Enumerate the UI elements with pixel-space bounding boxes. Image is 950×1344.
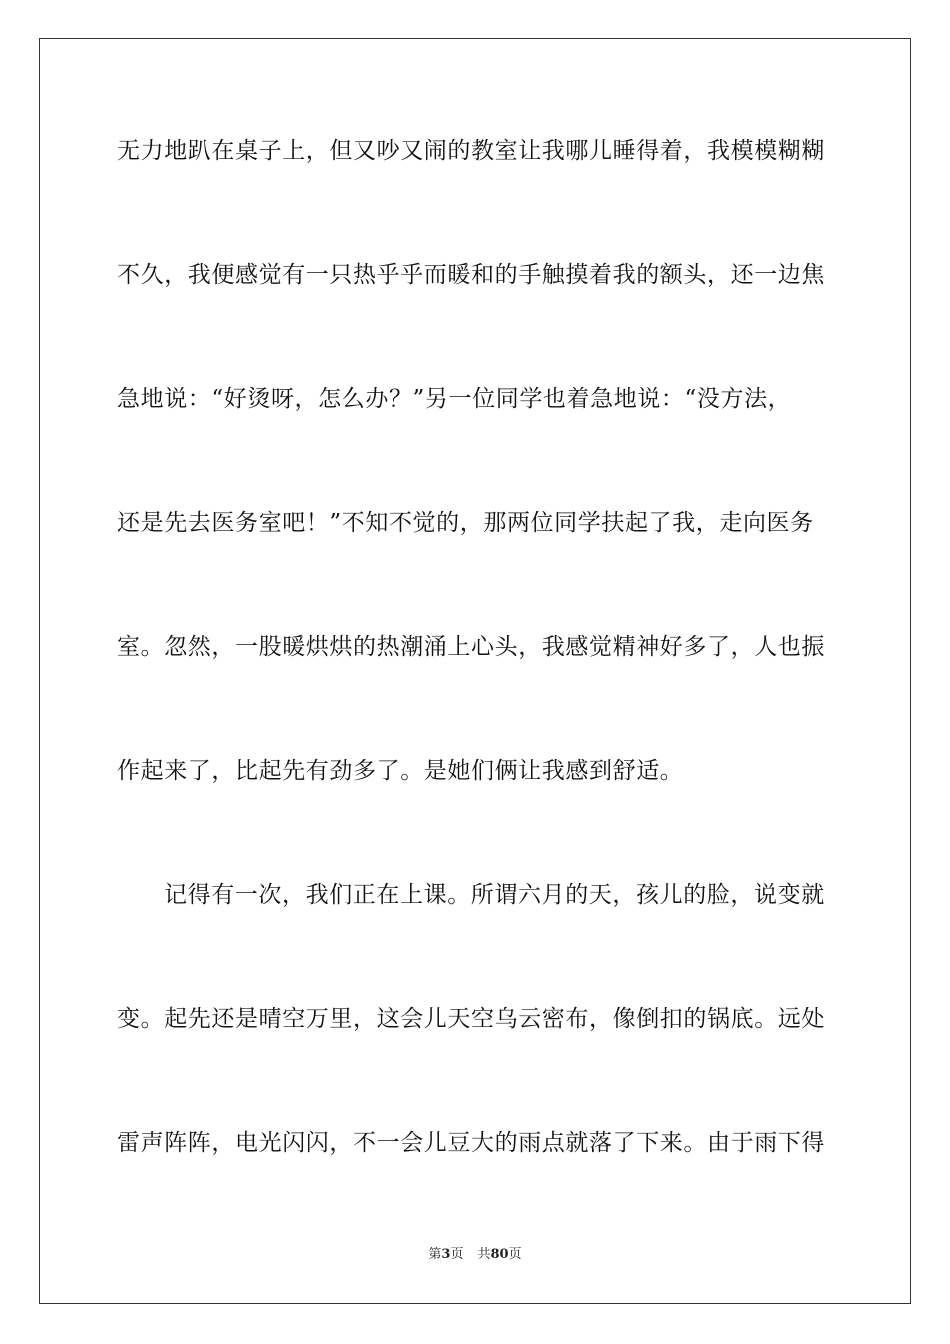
page-footer <box>0 1246 950 1264</box>
current-page-number: 3 <box>441 1247 451 1262</box>
body-text-line-6: 作起来了，比起先有劲多了。是她们俩让我感到舒适。 <box>117 758 684 784</box>
total-page-count: 80 <box>490 1247 509 1262</box>
total-prefix: 共 <box>477 1247 491 1262</box>
body-text-line-3: 急地说：“好烫呀，怎么办？”另一位同学也着急地说：“没方法， <box>117 386 792 412</box>
body-text-line-4: 还是先去医务室吧！”不知不觉的，那两位同学扶起了我，走向医务 <box>117 510 814 536</box>
body-text-line-2: 不久，我便感觉有一只热乎乎而暖和的手触摸着我的额头，还一边焦 <box>117 262 825 288</box>
body-text-line-8: 变。起先还是晴空万里，这会儿天空乌云密布，像倒扣的锅底。远处 <box>117 1006 825 1032</box>
paragraph-start-line-7: 记得有一次，我们正在上课。所谓六月的天，孩儿的脸，说变就 <box>164 882 825 908</box>
body-text-line-5: 室。忽然，一股暖烘烘的热潮涌上心头，我感觉精神好多了，人也振 <box>117 634 825 660</box>
body-text-line-9: 雷声阵阵，电光闪闪，不一会儿豆大的雨点就落了下来。由于雨下得 <box>117 1130 825 1156</box>
page-prefix: 第 <box>428 1247 442 1262</box>
page-suffix: 页 <box>450 1247 464 1262</box>
body-text-line-1: 无力地趴在桌子上，但又吵又闹的教室让我哪儿睡得着，我模模糊糊 <box>117 138 825 164</box>
total-suffix: 页 <box>508 1247 522 1262</box>
page-border <box>39 38 911 1304</box>
